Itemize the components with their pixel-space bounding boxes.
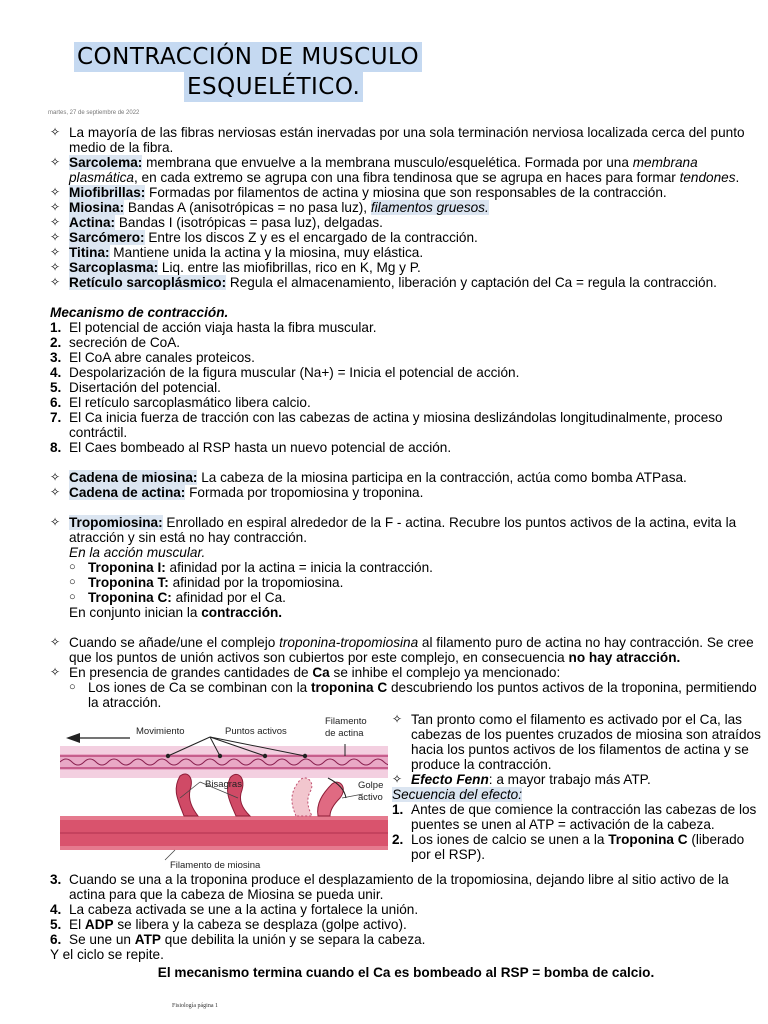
numbered-item: 5. Disertación del potencial. — [50, 380, 221, 395]
list-item: ✧ Efecto Fenn: a mayor trabajo más ATP. — [392, 772, 651, 787]
list-item: ✧ Tropomiosina: Enrollado en espiral alrededor de la F - actina. Recubre los puntos activos de la actina, evita la atracción y sin está no hay contracción. — [50, 515, 737, 545]
list-item: ✧ Titina: Mantiene unida la actina y la miosina, muy elástica. — [50, 245, 424, 260]
numbered-item: 1. Antes de que comience la contracción las cabezas de los puentes se unen al ATP = activación de la cabeza. — [392, 802, 757, 832]
label-bisagras: Bisagras — [205, 779, 242, 790]
diamond-bullet-icon: ✧ — [50, 485, 61, 499]
diamond-bullet-icon: ✧ — [50, 200, 61, 214]
list-item: ✧ Actina: Bandas I (isotrópicas = pasa luz), delgadas. — [50, 215, 383, 230]
list-item: ✧ En presencia de grandes cantidades de Ca se inhibe el complejo ya mencionado: — [50, 665, 561, 680]
side-text — [392, 712, 762, 872]
diamond-bullet-icon: ✧ — [50, 155, 61, 169]
diamond-bullet-icon: ✧ — [50, 635, 61, 649]
term: Sarcómero: — [69, 230, 145, 245]
sub-heading: En la acción muscular. — [69, 545, 206, 560]
sequence-heading: Secuencia del efecto: — [392, 787, 522, 802]
page-title — [74, 42, 422, 102]
term: Retículo sarcoplásmico: — [69, 275, 227, 290]
sub-list-item: ○ Los iones de Ca se combinan con la troponina C descubriendo los puntos activos de la troponina, permitiendo la atracción. — [69, 680, 757, 710]
circle-bullet-icon: ○ — [69, 576, 76, 588]
filament-diagram — [60, 712, 388, 872]
diamond-bullet-icon: ✧ — [50, 665, 61, 679]
term: Tropomiosina: — [69, 515, 163, 530]
label-filamento-actina-1: Filamento — [325, 716, 367, 727]
diamond-bullet-icon: ✧ — [50, 245, 61, 259]
sub-list-item: ○ Troponina I: afinidad por la actina = inicia la contracción. — [69, 560, 433, 575]
paragraph: En conjunto inician la contracción. — [69, 605, 283, 620]
cycle-note: Y el ciclo se repite. — [50, 947, 164, 962]
label-golpe-1: Golpe — [358, 780, 384, 791]
numbered-item: 6. El retículo sarcoplasmático libera calcio. — [50, 395, 311, 410]
list-item: ✧ Miosina: Bandas A (anisotrópicas = no pasa luz), filamentos gruesos. — [50, 200, 489, 215]
numbered-item: 6. Se une un ATP que debilita la unión y se separa la cabeza. — [50, 932, 426, 947]
diamond-bullet-icon: ✧ — [50, 260, 61, 274]
numbered-item: 3. El CoA abre canales proteicos. — [50, 350, 255, 365]
diamond-bullet-icon: ✧ — [50, 185, 61, 199]
list-item: ✧ Cadena de actina: Formada por tropomiosina y troponina. — [50, 485, 424, 500]
term: Sarcoplasma: — [69, 260, 159, 275]
page-footer: Fisiología página 1 — [172, 1003, 218, 1009]
diamond-bullet-icon: ✧ — [392, 712, 403, 726]
term: Cadena de miosina: — [69, 470, 198, 485]
term: Miosina: — [69, 200, 125, 215]
numbered-item: 7. El Ca inicia fuerza de tracción con las cabezas de actina y miosina deslizándolas longitudinalmente, proceso contráctil. — [50, 410, 723, 440]
numbered-item: 4. La cabeza activada se une a la actina y fortalece la unión. — [50, 902, 419, 917]
label-movimiento: Movimiento — [136, 726, 185, 737]
conclusion: El mecanismo termina cuando el Ca es bombeado al RSP = bomba de calcio. — [157, 965, 655, 980]
date-stamp: martes, 27 de septiembre de 2022 — [48, 110, 140, 116]
diamond-bullet-icon: ✧ — [50, 275, 61, 289]
numbered-item: 3. Cuando se una a la troponina produce el desplazamiento de la tropomiosina, dejando libre al sitio activo de la actina para que la cabeza de Miosina se pueda unir. — [50, 872, 729, 902]
diamond-bullet-icon: ✧ — [50, 230, 61, 244]
numbered-item: 4. Despolarización de la figura muscular (Na+) = Inicia el potencial de acción. — [50, 365, 520, 380]
list-item: ✧ Sarcolema: membrana que envuelve a la membrana musculo/esquelética. Formada por una membrana plasmática, en cada extremo se agrupa con una fibra tendinosa que se agrupa en haces para formar tendones. — [50, 155, 740, 185]
term: Miofibrillas: — [69, 185, 146, 200]
title-line-1: CONTRACCIÓN DE MUSCULO — [74, 42, 422, 72]
sub-list-item: ○ Troponina T: afinidad por la tropomiosina. — [69, 575, 344, 590]
list-item: ✧ Tan pronto como el filamento es activado por el Ca, las cabezas de los puentes cruzados de miosina son atraídos hacia los puntos activos de los filamentos de actina y se produce la contracción. — [392, 712, 761, 772]
list-item: ✧ Sarcómero: Entre los discos Z y es el encargado de la contracción. — [50, 230, 478, 245]
diamond-bullet-icon: ✧ — [392, 772, 403, 786]
list-item: ✧ Sarcoplasma: Liq. entre las miofibrillas, rico en K, Mg y P. — [50, 260, 421, 275]
diamond-bullet-icon: ✧ — [50, 515, 61, 529]
numbered-item: 1. El potencial de acción viaja hasta la fibra muscular. — [50, 320, 377, 335]
sliding-filament-figure — [60, 712, 388, 872]
document-body — [50, 125, 762, 980]
movement-arrow-icon — [66, 733, 130, 743]
term: Titina: — [69, 245, 110, 260]
label-filamento-actina-2: de actina — [325, 728, 364, 739]
title-line-2: ESQUELÉTICO. — [184, 72, 363, 102]
numbered-item: 2. Los iones de calcio se unen a la Troponina C (liberado por el RSP). — [392, 832, 745, 862]
term: Cadena de actina: — [69, 485, 186, 500]
myosin-heads — [176, 774, 343, 816]
term: Actina: — [69, 215, 116, 230]
diamond-bullet-icon: ✧ — [50, 470, 61, 484]
label-golpe-2: activo — [358, 792, 383, 803]
diamond-bullet-icon: ✧ — [50, 215, 61, 229]
circle-bullet-icon: ○ — [69, 561, 76, 573]
circle-bullet-icon: ○ — [69, 591, 76, 603]
numbered-item: 5. El ADP se libera y la cabeza se desplaza (golpe activo). — [50, 917, 407, 932]
numbered-item: 8. El Caes bombeado al RSP hasta un nuevo potencial de acción. — [50, 440, 452, 455]
list-item: ✧ La mayoría de las fibras nerviosas están inervadas por una sola terminación nerviosa localizada cerca del punto medio de la fibra. — [50, 125, 745, 155]
numbered-item: 2. secreción de CoA. — [50, 335, 181, 350]
diamond-bullet-icon: ✧ — [50, 125, 61, 139]
list-item: ✧ Retículo sarcoplásmico: Regula el almacenamiento, liberación y captación del Ca = regula la contracción. — [50, 275, 717, 290]
list-item: ✧ Cuando se añade/une el complejo troponina-tropomiosina al filamento puro de actina no hay contracción. Se cree que los puntos de unión activos son cubiertos por este complejo, en consecuencia no hay atracción. — [50, 635, 754, 665]
section-heading: Mecanismo de contracción. — [50, 305, 229, 320]
term: Sarcolema: — [69, 155, 143, 170]
sub-list-item: ○ Troponina C: afinidad por el Ca. — [69, 590, 286, 605]
list-item: ✧ Miofibrillas: Formadas por filamentos de actina y miosina que son responsables de la contracción. — [50, 185, 667, 200]
circle-bullet-icon: ○ — [69, 681, 76, 693]
label-puntos: Puntos activos — [225, 726, 287, 737]
list-item: ✧ Cadena de miosina: La cabeza de la miosina participa en la contracción, actúa como bomba ATPasa. — [50, 470, 687, 485]
label-filamento-miosina: Filamento de miosina — [170, 860, 261, 871]
